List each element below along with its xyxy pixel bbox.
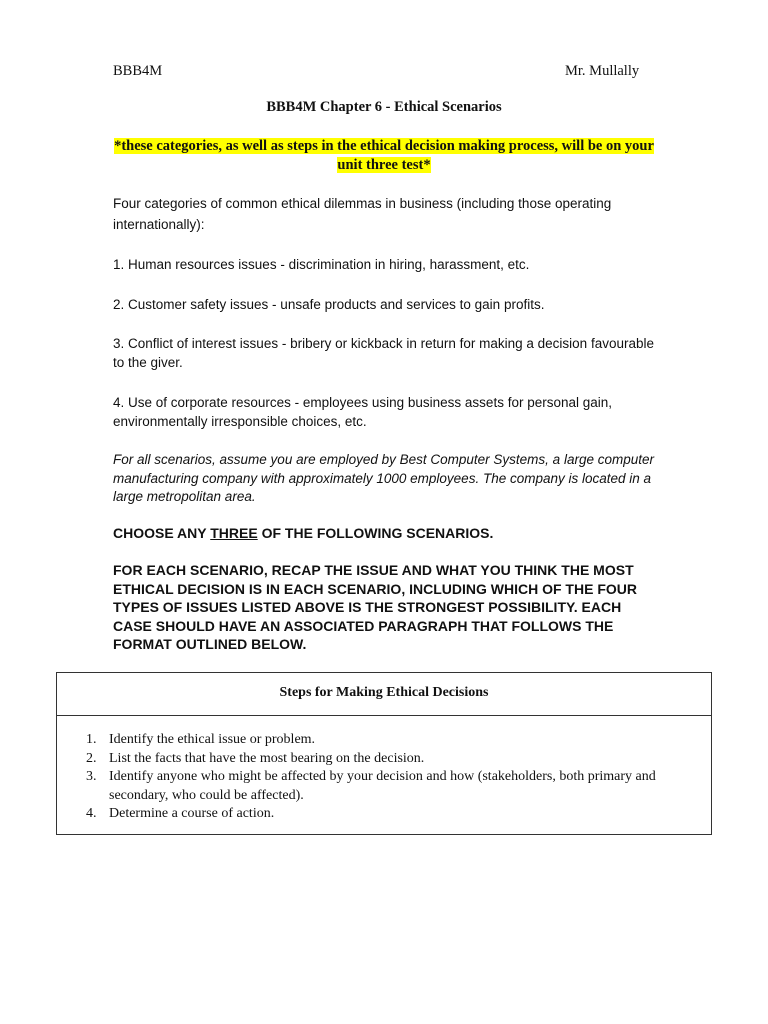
category-1: 1. Human resources issues - discrimination in hiring, harassment, etc.	[113, 257, 530, 272]
course-code: BBB4M	[113, 63, 163, 79]
step-number: 3.	[86, 769, 97, 784]
category-3: 3. Conflict of interest issues - bribery or kickback in return for making a decision favourable to the giver.	[113, 336, 654, 370]
step-text: Identify the ethical issue or problem.	[109, 732, 316, 747]
step-item	[57, 805, 713, 824]
page-title: BBB4M Chapter 6 - Ethical Scenarios	[266, 99, 502, 115]
scenario-instructions: FOR EACH SCENARIO, RECAP THE ISSUE AND WHAT YOU THINK THE MOST ETHICAL DECISION IS IN EACH SCENARIO, INCLUDING WHICH OF THE FOUR TYPES OF ISSUES LISTED ABOVE IS THE STRONGEST POSSIBILITY. EACH CASE SHOULD HAVE AN ASSOCIATED PARAGRAPH THAT FOLLOWS THE FORMAT OUTLINED BELOW.	[113, 562, 637, 652]
step-item	[57, 731, 713, 750]
teacher-name: Mr. Mullally	[565, 63, 640, 79]
intro-paragraph: Four categories of common ethical dilemmas in business (including those operating internationally):	[113, 196, 612, 232]
step-number: 4.	[86, 806, 97, 821]
category-4: 4. Use of corporate resources - employees using business assets for personal gain, environmentally irresponsible choices, etc.	[113, 395, 613, 429]
highlighted-notice-text: *these categories, as well as steps in the ethical decision making process, will be on your unit three test*	[114, 138, 654, 173]
scenario-note: For all scenarios, assume you are employed by Best Computer Systems, a large computer manufacturing company with approximately 1000 employees. The company is located in a large metropolitan area.	[113, 452, 654, 504]
step-number: 2.	[86, 750, 97, 766]
step-number: 1.	[86, 732, 97, 747]
choose-before: CHOOSE ANY	[113, 525, 211, 541]
category-2: 2. Customer safety issues - unsafe products and services to gain profits.	[113, 297, 545, 312]
steps-table	[56, 672, 712, 835]
step-text: Identify anyone who might be affected by your decision and how (stakeholders, both primary and secondary, who could be affected).	[109, 769, 656, 803]
steps-list	[57, 731, 713, 824]
step-text: List the facts that have the most bearing on the decision.	[109, 750, 425, 766]
choose-instruction	[113, 524, 658, 543]
choose-emphasis: THREE	[210, 525, 258, 541]
step-item	[57, 768, 713, 805]
choose-after: OF THE FOLLOWING SCENARIOS.	[257, 525, 494, 541]
steps-heading: Steps for Making Ethical Decisions	[57, 673, 711, 716]
step-text: Determine a course of action.	[109, 806, 275, 821]
test-notice	[100, 137, 668, 175]
step-item	[57, 750, 713, 769]
